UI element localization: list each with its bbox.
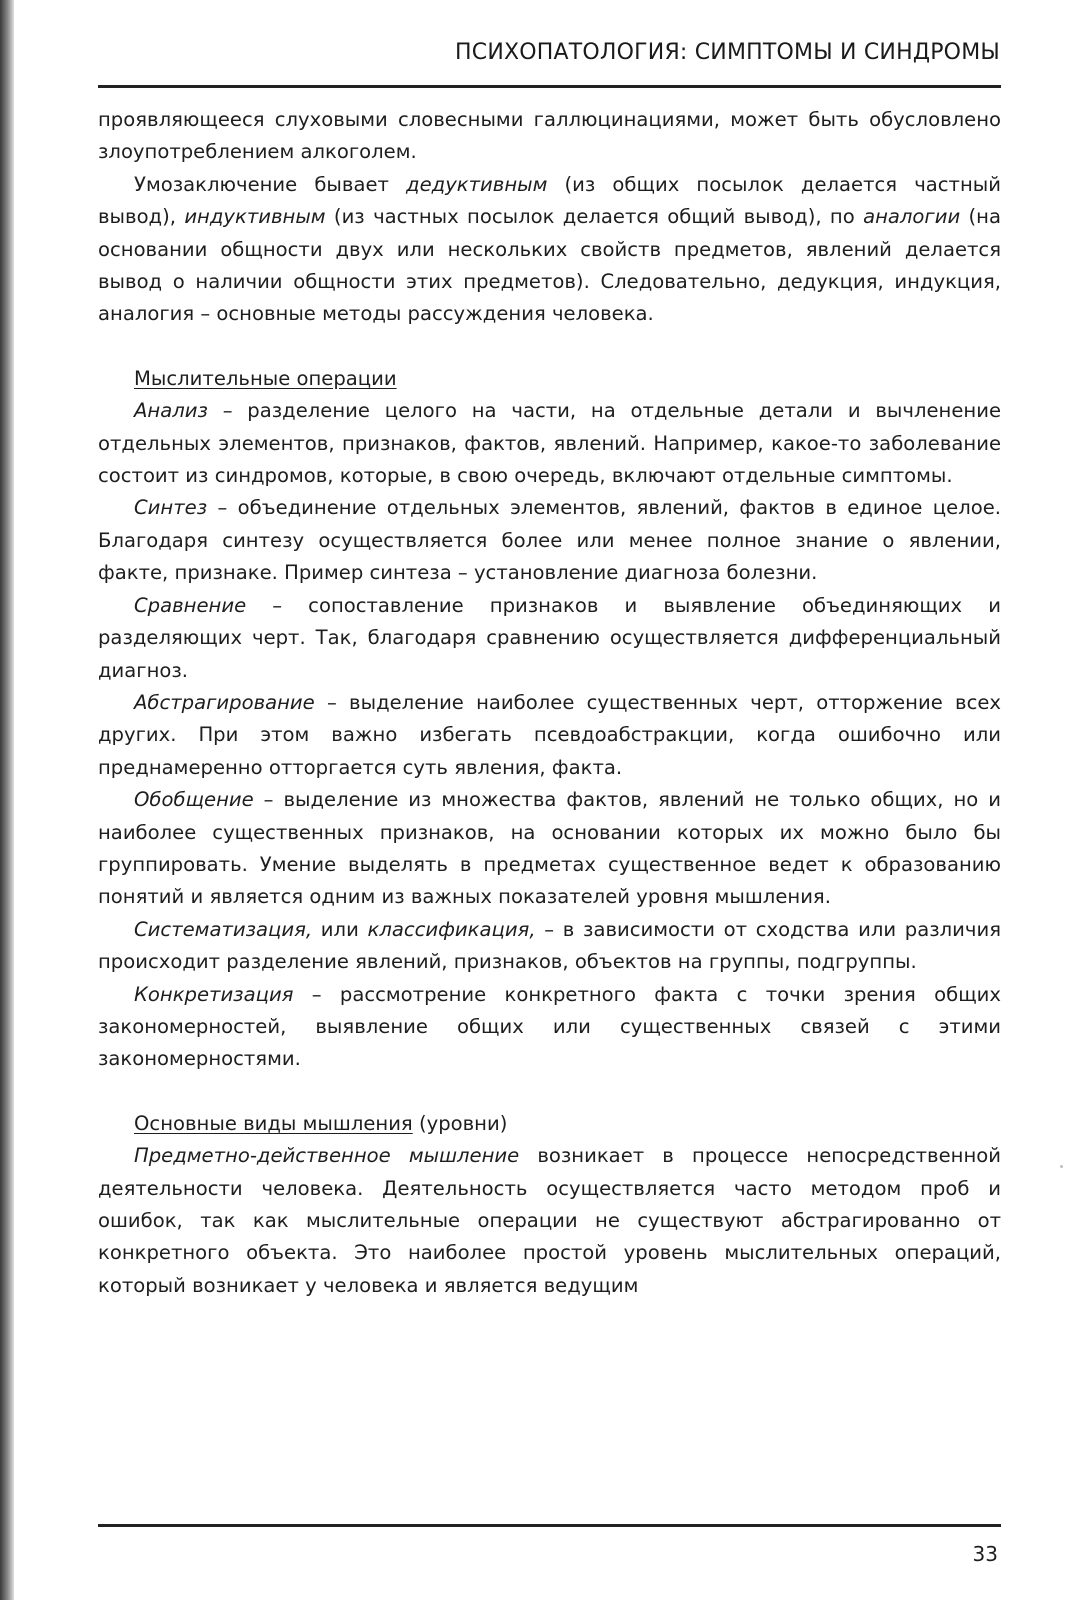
section-heading-thinking-types — [98, 1108, 1001, 1140]
definition-text: – объединение отдельных элементов, явлений, фактов в единое целое. Благодаря синтезу осуществляется более или менее полное знание о явлении, факте, признаке. Пример синтеза – установление диагноза болезни. — [98, 496, 1001, 585]
paragraph-abstraction — [98, 687, 1001, 784]
paragraph-systematization — [98, 914, 1001, 979]
paragraph-concretization — [98, 979, 1001, 1076]
term-deductive: дедуктивным — [406, 172, 548, 196]
text-run: (на основании общности двух или нескольких свойств предметов, явлений делается вывод о наличии общности этих предметов). Следовательно, дедукция, индукция, аналогия – основные методы рассуждения человека. — [98, 205, 1001, 326]
definition-text: – в зависимости от сходства или различия происходит разделение явлений, признаков, объектов на группы, подгруппы. — [98, 917, 1001, 974]
term-comparison: Сравнение — [134, 593, 247, 617]
paragraph-analysis — [98, 395, 1001, 492]
scan-speck — [1060, 1165, 1063, 1168]
text-run: Умозаключение бывает — [134, 172, 407, 196]
definition-text: – рассмотрение конкретного факта с точки зрения общих закономерностей, выявление общих или существенных связей с этими закономерностями. — [98, 982, 1001, 1071]
term-synthesis: Синтез — [134, 496, 208, 520]
text-run: (из общих посылок делается частный вывод), — [98, 172, 1001, 229]
paragraph-generalization — [98, 784, 1001, 914]
paragraph-continuation: проявляющееся слуховыми словесными галлюцинациями, может быть обусловлено злоупотреблением алкоголем. — [98, 108, 1001, 164]
definition-text: возникает в процессе непосредственной деятельности человека. Деятельность осуществляется часто методом проб и ошибок, так как мыслительные операции не существуют абстрагированно от конкретного объекта. Это наиболее простой уровень мыслительных операций, который возникает у человека и является ведущим — [98, 1144, 1001, 1297]
paragraph-comparison — [98, 590, 1001, 687]
term-systematization: Систематизация, — [134, 917, 313, 941]
paragraph-synthesis — [98, 492, 1001, 589]
term-abstraction: Абстрагирование — [134, 690, 315, 714]
text-run: (из частных посылок делается общий вывод), по — [325, 205, 864, 229]
page-number: 33 — [972, 1542, 998, 1566]
term-generalization: Обобщение — [134, 788, 254, 812]
term-concretization: Конкретизация — [134, 982, 294, 1006]
definition-text: – выделение из множества фактов, явлений не только общих, но и наиболее существенных признаков, на основании которых их можно было бы группировать. Умение выделять в предметах существенное ведет к образованию понятий и является одним из важных показателей уровня мышления. — [98, 788, 1001, 909]
definition-text: – разделение целого на части, на отдельные детали и вычленение отдельных элементов, признаков, фактов, явлений. Например, какое-то заболевание состоит из синдромов, которые, в свою очередь, включают отдельные симптомы. — [98, 399, 1001, 488]
footer-rule — [98, 1524, 1001, 1527]
header-rule — [98, 85, 1001, 88]
paragraph-inference — [98, 169, 1001, 331]
section-heading-operations — [98, 363, 1001, 395]
term-inductive: индуктивным — [184, 205, 326, 229]
book-spine-shadow — [0, 0, 14, 1600]
term-object-action-thinking: Предметно-действенное мышление — [134, 1144, 520, 1168]
definition-text: – сопоставление признаков и выявление объединяющих и разделяющих черт. Так, благодаря сравнению осуществляется дифференциальный диагноз. — [98, 593, 1001, 682]
paragraph-object-action-thinking — [98, 1140, 1001, 1302]
section-title-suffix: (уровни) — [412, 1111, 508, 1135]
running-header: ПСИХОПАТОЛОГИЯ: СИМПТОМЫ И СИНДРОМЫ — [455, 40, 1000, 65]
page-body — [98, 104, 1001, 1302]
section-title: Мыслительные операции — [134, 366, 397, 390]
term-analogy: аналогии — [863, 205, 961, 229]
term-analysis: Анализ — [134, 399, 208, 423]
text-run: или — [312, 917, 368, 941]
term-classification: классификация, — [367, 917, 536, 941]
section-title: Основные виды мышления — [134, 1111, 413, 1135]
definition-text: – выделение наиболее существенных черт, отторжение всех других. При этом важно избегать псевдоабстракции, когда ошибочно или преднамеренно отторгается суть явления, факта. — [98, 690, 1001, 779]
